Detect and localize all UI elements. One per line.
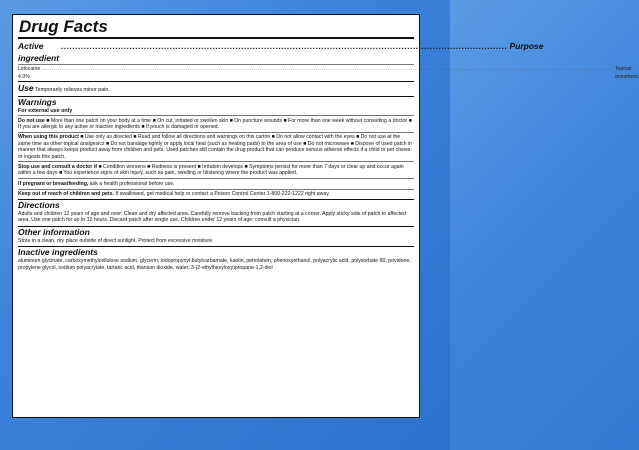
directions-heading: Directions xyxy=(18,200,60,211)
use-text: Temporarily relieves minor pain. xyxy=(34,87,110,93)
when-using-text xyxy=(18,134,414,160)
pregnancy-body: ask a health professional before use. xyxy=(89,180,175,187)
do-not-use-block xyxy=(18,116,414,132)
do-not-use-lead: Do not use xyxy=(18,117,45,124)
divider xyxy=(18,37,414,39)
directions-section xyxy=(18,200,414,224)
active-ingredient-row xyxy=(18,65,639,81)
dot-leader: ...................................................................................................................................................................................................................................................................................................... xyxy=(42,66,613,72)
purpose-heading: Purpose xyxy=(509,41,544,51)
stop-use-block xyxy=(18,162,414,178)
warnings-section xyxy=(18,97,414,199)
use-section xyxy=(18,83,414,95)
dot-leader: ............................................................................................................................................................ xyxy=(61,41,508,51)
directions-text: Adults and children 12 years of age and over: Clean and dry affected area. Carefully remove backing from patch starting at a corner. Apply sticky side of patch to affected area. Use one patch for up to 12 hours. Discard patch after single use. Children under 12 years of age: consult a physician. xyxy=(18,211,406,224)
inactive-ingredients-text: aluminum glycinate, carboxymethylcellulose sodium, glycerin, iodopropynyl butylcarbamate, kaolin, petrolatum, phenoxyethanol, polyacrylic acid, polysorbate 80, povidone, propylene glycol, sodium polyacrylate, tartaric acid, titanium dioxide, water, 3-(2-ethylhexyloxy)propane-1,2-diol xyxy=(18,258,411,271)
do-not-use-text xyxy=(18,118,414,131)
do-not-use-body: ■ More than one patch on your body at a time ■ On cut, irritated or swollen skin ■ On puncture wounds ■ For more than one week without consulting a doctor ■ If you are allergic to any active or inactive ingredients ■ If pouch is damaged or opened. xyxy=(18,117,412,130)
active-ingredient-name: Lidocaine 4.0% xyxy=(18,66,41,80)
stop-use-body: ■ Condition worsens ■ Redness is present ■ Irritation develops ■ Symptoms persist for more than 7 days or clear up and occur again within a few days ■ You experience signs of skin injury, such as pain, swelling or blistering where the product was applied. xyxy=(18,163,404,177)
keep-out-text xyxy=(18,191,414,197)
inactive-ingredients-heading: Inactive ingredients xyxy=(18,247,98,258)
external-use-note: For external use only xyxy=(18,108,73,114)
keep-out-lead: Keep out of reach of children and pets. xyxy=(18,191,114,198)
pregnancy-text xyxy=(18,181,414,187)
drug-facts-title: Drug Facts xyxy=(19,17,108,36)
use-heading: Use xyxy=(18,83,34,93)
active-ingredient-purpose: Topical anesthetic xyxy=(614,66,639,80)
when-using-body: ■ Use only as directed ■ Read and follow all directions and warnings on this carton ■ Do not allow contact with the eyes ■ Do not use at the same time as other topical analgesics ■ Do not bandage tightly or apply local heat (such as heating pads) to the area of use ■ Do not microwave ■ Dispose of used patch in manner that always keeps product away from children and pets. Used patches still contain the drug product that can produce serious adverse effects if a child or pet chews or ingests this patch. xyxy=(18,134,413,160)
active-ingredient-header xyxy=(18,40,544,64)
keep-out-body: If swallowed, get medical help or contact a Poison Control Center 1-800-222-1222 right away. xyxy=(115,191,330,198)
active-ingredient-heading: Active ingredient xyxy=(18,41,60,63)
warnings-heading: Warnings xyxy=(18,97,57,107)
when-using-block xyxy=(18,133,414,162)
other-information-heading: Other information xyxy=(18,226,90,237)
other-information-text: Store in a clean, dry place outside of direct sunlight. Protect from excessive moisture. xyxy=(18,237,214,244)
pregnancy-block xyxy=(18,179,414,188)
divider xyxy=(18,81,414,82)
other-information-section xyxy=(18,227,414,244)
inactive-ingredients-section xyxy=(18,247,414,271)
stop-use-text xyxy=(18,164,414,177)
keep-out-block xyxy=(18,190,414,199)
drug-facts-panel xyxy=(12,14,639,418)
pregnancy-lead: If pregnant or breastfeeding, xyxy=(18,180,89,187)
when-using-lead: When using this product xyxy=(18,134,79,141)
stop-use-lead: Stop use and consult a doctor if xyxy=(18,163,97,170)
